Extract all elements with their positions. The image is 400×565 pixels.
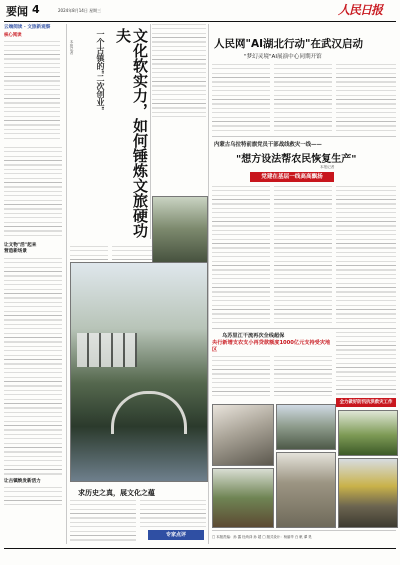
flood-banner	[336, 398, 396, 407]
second-story-body-2	[274, 186, 332, 324]
feature-body-col-4	[70, 500, 136, 544]
feature-photo-top	[152, 196, 208, 268]
feature-body-col-3	[152, 24, 206, 120]
top-story-title: 人民网"AI湖北行动"在武汉启动	[214, 38, 363, 50]
flood-banner-label: 全力做好防汛抗洪救灾工作	[339, 400, 393, 405]
news-photo-5	[276, 452, 336, 528]
second-story-byline: 本报记者	[320, 165, 335, 169]
editor-credits: □ 本版责编：孙 露 杜尚泽 孙 超 □ 版式设计：杨丽华 白 帆 谭 昊	[212, 535, 312, 539]
expert-badge	[148, 530, 204, 540]
issue-date: 2024年8月14日 星期三	[58, 8, 102, 13]
expert-badge-label: 专家点评	[165, 532, 186, 538]
subheading-1: 让文物"活"起来	[4, 243, 37, 248]
news-photo-2	[276, 404, 336, 450]
news-photo-3	[338, 410, 398, 456]
left-column	[4, 24, 64, 544]
summary-text	[4, 41, 60, 141]
page-header	[0, 0, 400, 22]
news-photo-4	[212, 468, 274, 528]
feature-byline	[70, 40, 90, 160]
header-rule	[4, 21, 396, 22]
party-banner-label: 党建在基层一线高高飘扬	[261, 174, 323, 180]
body-text	[4, 147, 62, 239]
column-divider	[208, 24, 209, 544]
byline-text: 本报记者	[70, 40, 74, 55]
middle-story-body-1	[212, 356, 270, 396]
column-divider	[150, 24, 151, 239]
story-divider	[212, 136, 396, 137]
feature-body-col-5	[140, 500, 206, 528]
top-story-body-3	[336, 64, 396, 132]
second-story-body-3	[336, 186, 396, 324]
photo-houses	[77, 333, 137, 367]
subheading-3: 让古镇焕发新活力	[4, 479, 41, 484]
top-story-subtitle: "梦幻灵境"AI展演中心同期开馆	[244, 54, 322, 60]
middle-story-title: 央行新增支农支小再贷款额度1000亿元支持受灾地区	[212, 340, 331, 353]
party-banner	[250, 172, 334, 182]
feature-deck-text: 一个古镇的"二次创业"	[96, 30, 105, 111]
top-story-body-2	[274, 64, 332, 132]
top-story-body-1	[212, 64, 270, 132]
bottom-rule	[4, 548, 396, 549]
right-story-body	[336, 332, 396, 396]
second-story-kicker: 内蒙古乌拉特前旗党员干部战线救灾一线——	[214, 142, 322, 148]
second-story-title: "想方设法帮农民恢复生产"	[236, 154, 357, 165]
second-story-body-1	[212, 186, 270, 324]
news-photo-6	[338, 458, 398, 528]
section-name: 要闻	[6, 5, 28, 18]
feature-headline: 文化软实力，如何锤炼文旅硬功夫	[114, 28, 149, 238]
body-text	[4, 258, 62, 476]
feature-photo-main	[70, 262, 208, 482]
masthead-logo: 人民日报	[338, 3, 383, 17]
middle-story-kicker: 乌苏里江干流再次全线超保	[222, 333, 285, 339]
photo-bridge	[111, 391, 187, 434]
column-kicker: 云端阅读 · 文旅新观察	[4, 25, 51, 30]
body-text	[4, 487, 62, 505]
news-photo-1	[212, 404, 274, 466]
story-divider	[212, 328, 396, 329]
page-number: 4	[32, 3, 40, 16]
photo-caption: 求历史之真，展文化之蕴	[78, 489, 155, 497]
column-divider	[66, 24, 67, 544]
subheading-2: 营造新场景	[4, 249, 27, 254]
middle-story-body-2	[274, 356, 332, 396]
footer-rule	[212, 530, 396, 531]
sub-kicker: 核心阅读	[4, 33, 22, 38]
feature-title	[114, 28, 148, 238]
feature-deck	[96, 30, 110, 230]
